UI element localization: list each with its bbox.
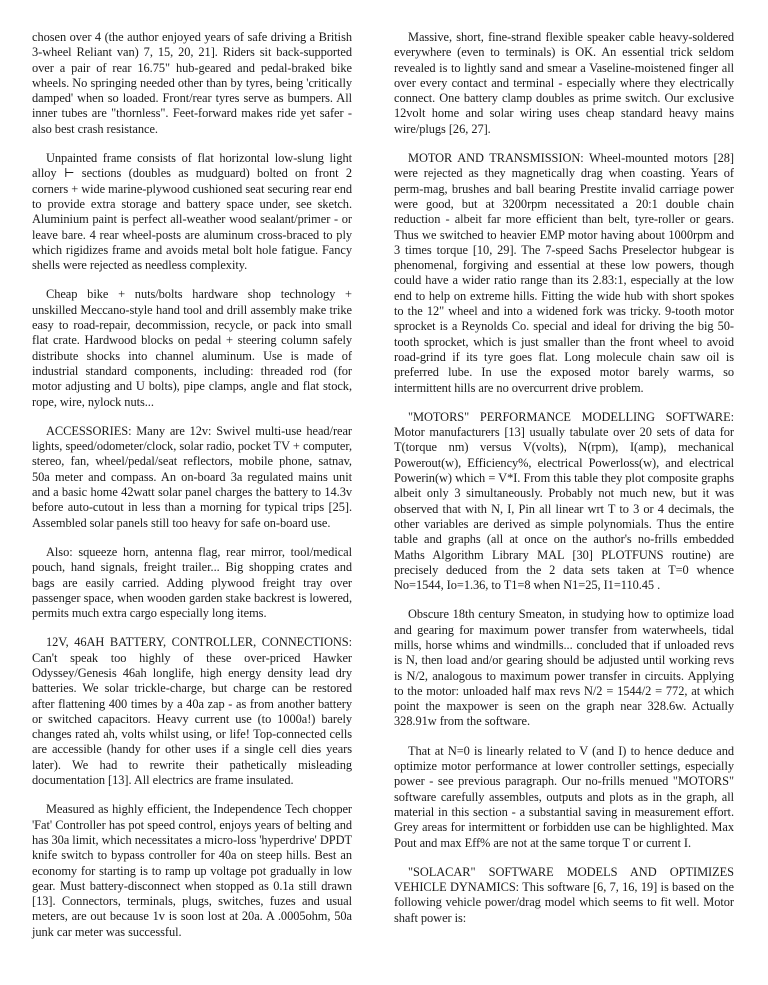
paragraph-motor-transmission: MOTOR AND TRANSMISSION: Wheel-mounted motors [28] were rejected as they magnetically drag when coasting. Years of perm-mag, brushes and ball bearing Prestite invalid carriage power were good, but at 3200rpm necessitated a 20:1 double chain reduction - albeit far more efficient than belt, tyre-roller or gears. Thus we switched to heavier EMP motor having about 1000rpm and 3 times torque [10, 29]. The 7-speed Sachs Preselector hubgear is phenomenal, forgiving and essential at these low powers, though could have a wider ratio range than its 2.83:1, especially at the low end to help on extreme hills. Fitting the wide hub with short spokes to the 12" wheel and into a widened fork was tricky. 9-tooth motor sprocket is a Reynolds Co. special and ideal for driving the big 50-tooth sprocket, which is just smaller than the front wheel to avoid road-grind if its tyre goes flat. Long molecule chain saw oil is preferred lube. In use the exposed motor barely warms, so intermittent hills are no overcurrent drive problem. (394, 151, 734, 395)
paragraph-controller: Measured as highly efficient, the Independence Tech chopper 'Fat' Controller has pot speed control, enjoys years of belting and has 30a limit, which necessitates a micro-loss 'hyperdrive' DPDT knife switch to bypass controller for 40a on steep hills. Best an economy for starting is to ramp up voltage pot gradually in low gear. Must battery-disconnect when stopped as 0.1a still drawn [13]. Connectors, terminals, plugs, switches, fuzes and usual meters, are out because 1v is soon lost at 20a. A .0005ohm, 50a junk car meter was successful. (32, 802, 352, 939)
paragraph-also: Also: squeeze horn, antenna flag, rear mirror, tool/medical pouch, hand signals, freight trailer... Big shopping crates and bags are easily carried. Adding plywood freight tray over passenger space, when wooden garden stake backrest is lowered, permits much extra cargo especially long items. (32, 544, 352, 621)
paragraph-battery: 12V, 46AH BATTERY, CONTROLLER, CONNECTIONS: Can't speak too highly of these over-priced Hawker Odyssey/Genesis 46ah longlife, high energy density lead dry batteries. We solar trickle-charge, but charge can be restored after flattening 400 times by a 40a zap - as from another battery or switched capacitors. Heavy current use (to 1000a!) barely changes rated ah, volts whilst using, or life! Top-connected cells are accessible (handy for other uses if a single cell dies years later). We had to rewrite their pathetically misleading documentation [13]. All electrics are frame insulated. (32, 635, 352, 788)
left-column (32, 30, 352, 954)
paragraph-hardware: Cheap bike + nuts/bolts hardware shop technology + unskilled Meccano-style hand tool and drill assembly make trike easy to road-repair, decommission, recycle, or pack into small flat crate. Hardwood blocks on pedal + steering column safely distribute shocks into channel aluminum. Use is made of industrial standard components, including: threaded rod (for motor adjusting and U bolts), pipe clamps, angle and flat stock, rope, wire, nylock nuts... (32, 287, 352, 409)
paragraph-solacar: "SOLACAR" SOFTWARE MODELS AND OPTIMIZES VEHICLE DYNAMICS: This software [6, 7, 16, 19] is based on the following vehicle power/drag model which seems to fit well. Motor shaft power is: (394, 864, 734, 925)
right-column (394, 30, 734, 940)
paragraph-torque: That at N=0 is linearly related to V (and I) to hence deduce and optimize motor performance at lower controller settings, especially power - see previous paragraph. Our no-frills menued "MOTORS" software carefully assembles, outputs and plots as in the graph, all material in this section - a substantial saving in measurement effort. Grey areas for intermittent or forbidden use can be highlighted. Max Pout and max Eff% are not at the same torque T or current I. (394, 743, 734, 850)
paragraph-reliant-intro: chosen over 4 (the author enjoyed years of safe driving a British 3-wheel Reliant van) 7, 15, 20, 21]. Riders sit back-supported over a pair of rear 16.75" hub-geared and pedal-braked bike wheels. No springing needed other than by tyres, being 'critically damped' when so loaded. Front/rear tyres serve as bumpers. All inner tubes are "thornless". Feet-forward makes ride yet safer - also best crash resistance. (32, 30, 352, 136)
paragraph-frame: Unpainted frame consists of flat horizontal low-slung light alloy ⊢ sections (doubles as mudguard) bolted on front 2 corners + wide marine-plywood cushioned seat securing rear end to provide extra storage and battery space under, see sketch. Aluminium paint is perfect all-weather wood sealant/primer - or leave bare. 4 rear wheel-posts are aluminum cross-braced to ply which rigidizes frame and avoids metal bolt hole fatigue. Fancy shells were rejected as needless complexity. (32, 151, 352, 273)
paragraph-accessories: ACCESSORIES: Many are 12v: Swivel multi-use head/rear lights, speed/odometer/clock, solar radio, pocket TV + computer, stereo, fan, wheel/pedal/seat reflectors, mobile phone, satnav, 50a meter and compass. An on-board 3a regulated mains unit and a basic home 42watt solar panel charges the battery to 14.3v before auto-cutout in less than a morning for typical trips [25]. Assembled solar panels still too heavy for safe on-board use. (32, 423, 352, 530)
paragraph-cable: Massive, short, fine-strand flexible speaker cable heavy-soldered everywhere (even to terminals) is OK. An essential trick seldom revealed is to lightly sand and smear a Vaseline-moistened finger all over every contact and terminal - especially where they electrically connect. One battery clamp doubles as prime switch. Our exclusive 12volt home and solar wiring uses cheap standard heavy mains wire/plugs [26, 27]. (394, 30, 734, 136)
paragraph-smeaton: Obscure 18th century Smeaton, in studying how to optimize load and gearing for maximum power transfer from waterwheels, tidal mills, horse whims and windmills... concluded that if unloaded revs is N, then load and/or gearing should be adjusted until working revs is N/2, analogous to maximum power transfer in circuits. Applying to the motor: unloaded half max revs N/2 = 1544/2 = 772, at which point the maxpower is seen on the graph near 328.6w. Actually 328.91w from the software. (394, 607, 734, 729)
paragraph-motors-software: "MOTORS" PERFORMANCE MODELLING SOFTWARE: Motor manufacturers [13] usually tabulate over 20 sets of data for T(torque nm) versus V(volts), N(rpm), I(amp), mechanical Powerout(w), Efficiency%, electrical Powerloss(w), and electrical Powerin(w) which = V*I. From this table they plot composite graphs albeit only 3 simultaneously. Probably not much new, but it was observed that with N, I, Pin all linear wrt T to 3 or 4 decimals, the other variables are derived as simple polynomials. Thus the entire table and graphs (all at once on the author's no-frills embedded Maths Algorithm Library MAL [30] PLOTFUNS routine) are precisely deduced from the 2 data sets taken at T=0 whence No=1544, Io=1.36, to T1=8 when N1=25, I1=110.45 . (394, 409, 734, 593)
